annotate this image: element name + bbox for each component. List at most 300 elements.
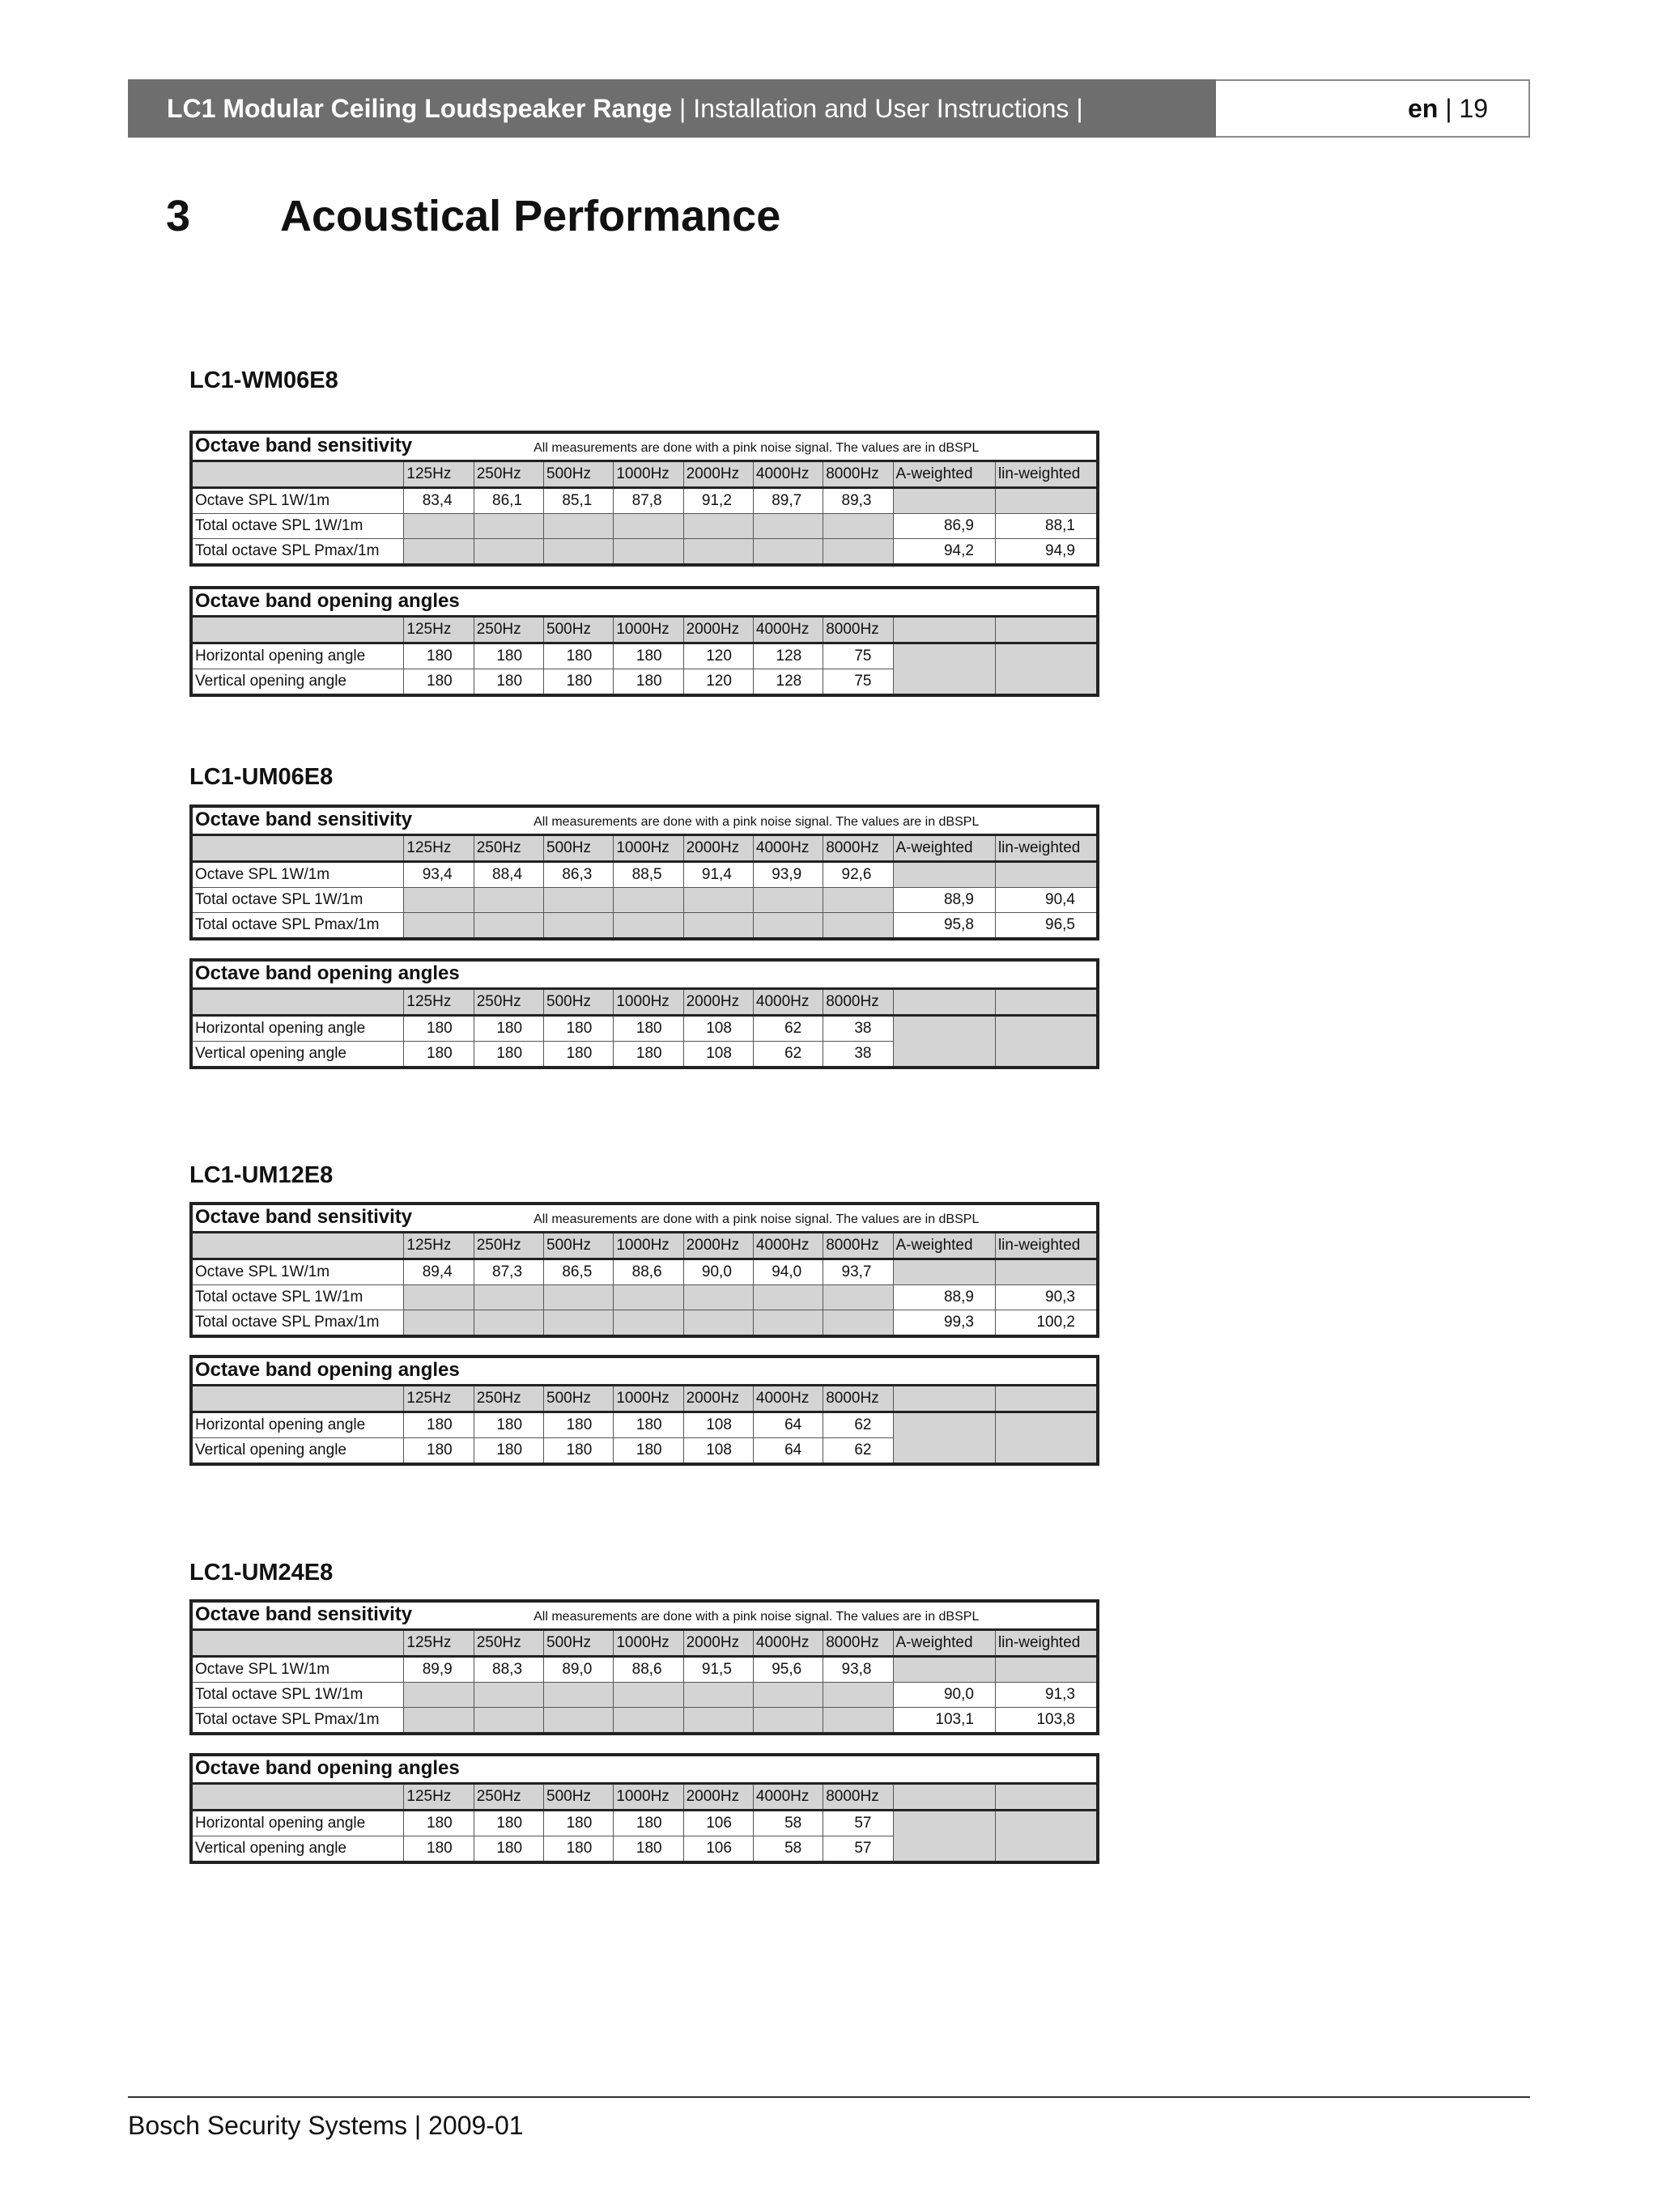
empty-cell (753, 1310, 823, 1337)
sensitivity-table (189, 1599, 1099, 1735)
freq-header-1000hz: 1000Hz (614, 1784, 683, 1811)
empty-cell (474, 539, 543, 566)
row-label: Vertical opening angle (191, 1836, 404, 1863)
empty-cell (683, 1285, 753, 1310)
empty-cell (683, 514, 753, 539)
a-weighted-header: A-weighted (893, 1233, 995, 1259)
empty-cell (753, 1708, 823, 1734)
freq-header-8000hz: 8000Hz (823, 1386, 893, 1412)
octave-spl-cell: 87,3 (474, 1259, 543, 1285)
empty-cell (995, 862, 1098, 888)
vertical-angle-cell: 180 (614, 1836, 683, 1863)
freq-header-500hz: 500Hz (544, 989, 614, 1016)
a-weighted-value: 99,3 (893, 1310, 995, 1337)
sensitivity-table-title: Octave band sensitivity (195, 808, 413, 830)
freq-header-500hz: 500Hz (544, 835, 614, 862)
section-number: 3 (166, 192, 191, 240)
vertical-angle-cell: 180 (474, 1042, 543, 1068)
vertical-angle-cell: 180 (544, 1836, 614, 1863)
vertical-angle-cell: 180 (404, 669, 474, 696)
vertical-angle-cell: 180 (474, 1438, 543, 1465)
freq-header-250hz: 250Hz (474, 461, 543, 488)
opening-angles-table (189, 1753, 1099, 1864)
octave-spl-cell: 89,0 (544, 1657, 614, 1683)
octave-spl-cell: 94,0 (753, 1259, 823, 1285)
freq-header-8000hz: 8000Hz (823, 1233, 893, 1259)
vertical-angle-cell: 180 (614, 669, 683, 696)
empty-cell (404, 888, 474, 913)
empty-cell (474, 1285, 543, 1310)
empty-cell (614, 1683, 683, 1708)
a-weighted-value: 90,0 (893, 1683, 995, 1708)
empty-cell (683, 1683, 753, 1708)
freq-header-8000hz: 8000Hz (823, 617, 893, 643)
vertical-angle-cell: 120 (683, 669, 753, 696)
freq-header-8000hz: 8000Hz (823, 835, 893, 862)
table-title-row (191, 432, 1098, 461)
empty-cell (474, 514, 543, 539)
footer-text: Bosch Security Systems | 2009-01 (128, 2111, 524, 2140)
freq-header-1000hz: 1000Hz (614, 1386, 683, 1412)
freq-header-4000hz: 4000Hz (753, 1630, 823, 1657)
empty-cell (995, 1657, 1098, 1683)
horizontal-angle-cell: 57 (823, 1811, 893, 1836)
empty-cell (544, 1285, 614, 1310)
octave-spl-cell: 90,0 (683, 1259, 753, 1285)
empty-cell (544, 1683, 614, 1708)
empty-cell (404, 514, 474, 539)
octave-spl-cell: 85,1 (544, 488, 614, 514)
vertical-angle-cell: 64 (753, 1438, 823, 1465)
empty-cell (995, 1412, 1098, 1465)
horizontal-angle-cell: 62 (823, 1412, 893, 1438)
page-number-box (1216, 79, 1530, 138)
freq-header-1000hz: 1000Hz (614, 989, 683, 1016)
empty-cell (823, 514, 893, 539)
row-label: Octave SPL 1W/1m (191, 1259, 404, 1285)
empty-cell (474, 888, 543, 913)
empty-cell (823, 1683, 893, 1708)
table-title-row (191, 588, 1098, 617)
table-title-row (191, 1755, 1098, 1784)
horizontal-angle-cell: 180 (614, 1412, 683, 1438)
empty-cell (474, 1708, 543, 1734)
row-label: Total octave SPL 1W/1m (191, 514, 404, 539)
freq-header-8000hz: 8000Hz (823, 1784, 893, 1811)
empty-cell (893, 1386, 995, 1412)
lin-weighted-value: 103,8 (995, 1708, 1098, 1734)
empty-cell (544, 539, 614, 566)
freq-header-500hz: 500Hz (544, 1630, 614, 1657)
empty-cell (683, 1708, 753, 1734)
row-label: Vertical opening angle (191, 1042, 404, 1068)
row-label: Total octave SPL 1W/1m (191, 1683, 404, 1708)
freq-header-2000hz: 2000Hz (683, 835, 753, 862)
empty-cell (404, 539, 474, 566)
octave-spl-cell: 89,9 (404, 1657, 474, 1683)
octave-spl-cell: 89,3 (823, 488, 893, 514)
lin-weighted-header: lin-weighted (995, 461, 1098, 488)
row-label: Octave SPL 1W/1m (191, 1657, 404, 1683)
freq-header-500hz: 500Hz (544, 1386, 614, 1412)
empty-cell (753, 539, 823, 566)
a-weighted-header: A-weighted (893, 835, 995, 862)
row-label: Total octave SPL Pmax/1m (191, 913, 404, 940)
empty-cell (893, 1259, 995, 1285)
empty-cell (893, 488, 995, 514)
row-label: Total octave SPL 1W/1m (191, 1285, 404, 1310)
empty-cell (191, 1630, 404, 1657)
octave-spl-cell: 86,3 (544, 862, 614, 888)
horizontal-angle-cell: 75 (823, 643, 893, 669)
freq-header-8000hz: 8000Hz (823, 1630, 893, 1657)
empty-cell (683, 913, 753, 940)
row-label: Horizontal opening angle (191, 1412, 404, 1438)
freq-header-125hz: 125Hz (404, 461, 474, 488)
horizontal-angle-cell: 180 (544, 1412, 614, 1438)
empty-cell (404, 913, 474, 940)
lin-weighted-value: 94,9 (995, 539, 1098, 566)
octave-spl-cell: 93,4 (404, 862, 474, 888)
horizontal-angle-cell: 180 (544, 1811, 614, 1836)
empty-cell (893, 989, 995, 1016)
freq-header-4000hz: 4000Hz (753, 989, 823, 1016)
freq-header-500hz: 500Hz (544, 461, 614, 488)
a-weighted-header: A-weighted (893, 1630, 995, 1657)
octave-spl-cell: 86,1 (474, 488, 543, 514)
empty-cell (995, 1386, 1098, 1412)
empty-cell (995, 617, 1098, 643)
freq-header-2000hz: 2000Hz (683, 1233, 753, 1259)
horizontal-angle-cell: 180 (544, 1016, 614, 1042)
freq-header-2000hz: 2000Hz (683, 989, 753, 1016)
empty-cell (995, 989, 1098, 1016)
freq-header-125hz: 125Hz (404, 1233, 474, 1259)
vertical-angle-cell: 108 (683, 1042, 753, 1068)
opening-angles-table (189, 1355, 1099, 1466)
empty-cell (753, 1285, 823, 1310)
empty-cell (995, 643, 1098, 696)
table-title-row (191, 806, 1098, 835)
row-label: Horizontal opening angle (191, 1811, 404, 1836)
empty-cell (474, 913, 543, 940)
empty-cell (823, 888, 893, 913)
horizontal-angle-cell: 180 (614, 1811, 683, 1836)
empty-cell (544, 514, 614, 539)
empty-cell (614, 1310, 683, 1337)
empty-cell (191, 1233, 404, 1259)
vertical-angle-cell: 180 (474, 669, 543, 696)
measurement-note: All measurements are done with a pink noise signal. The values are in dBSPL (534, 814, 980, 829)
horizontal-angle-cell: 180 (404, 1412, 474, 1438)
empty-cell (191, 835, 404, 862)
measurement-note: All measurements are done with a pink noise signal. The values are in dBSPL (534, 1212, 980, 1226)
empty-cell (614, 913, 683, 940)
vertical-angle-cell: 62 (753, 1042, 823, 1068)
freq-header-125hz: 125Hz (404, 617, 474, 643)
empty-cell (544, 888, 614, 913)
freq-header-500hz: 500Hz (544, 1233, 614, 1259)
freq-header-1000hz: 1000Hz (614, 835, 683, 862)
model-title: LC1-WM06E8 (189, 367, 338, 393)
empty-cell (544, 913, 614, 940)
a-weighted-value: 88,9 (893, 888, 995, 913)
vertical-angle-cell: 180 (544, 1042, 614, 1068)
freq-header-500hz: 500Hz (544, 1784, 614, 1811)
model-title: LC1-UM06E8 (189, 764, 334, 790)
horizontal-angle-cell: 180 (474, 1412, 543, 1438)
octave-spl-cell: 91,2 (683, 488, 753, 514)
row-label: Horizontal opening angle (191, 1016, 404, 1042)
empty-cell (753, 888, 823, 913)
model-title: LC1-UM24E8 (189, 1560, 334, 1586)
doc-title: LC1 Modular Ceiling Loudspeaker Range (167, 93, 673, 123)
freq-header-2000hz: 2000Hz (683, 617, 753, 643)
measurement-note: All measurements are done with a pink noise signal. The values are in dBSPL (534, 440, 980, 455)
a-weighted-header: A-weighted (893, 461, 995, 488)
vertical-angle-cell: 180 (614, 1042, 683, 1068)
empty-cell (614, 888, 683, 913)
empty-cell (404, 1310, 474, 1337)
doc-subtitle: | Installation and User Instructions | (678, 93, 1083, 123)
vertical-angle-cell: 58 (753, 1836, 823, 1863)
octave-spl-cell: 93,8 (823, 1657, 893, 1683)
vertical-angle-cell: 180 (544, 669, 614, 696)
page-number: | 19 (1445, 93, 1488, 123)
empty-cell (404, 1285, 474, 1310)
freq-header-2000hz: 2000Hz (683, 1630, 753, 1657)
freq-header-250hz: 250Hz (474, 1784, 543, 1811)
freq-header-125hz: 125Hz (404, 1784, 474, 1811)
octave-spl-cell: 89,4 (404, 1259, 474, 1285)
row-label: Total octave SPL Pmax/1m (191, 1310, 404, 1337)
horizontal-angle-cell: 180 (404, 1811, 474, 1836)
empty-cell (753, 514, 823, 539)
vertical-angle-cell: 57 (823, 1836, 893, 1863)
row-label: Total octave SPL Pmax/1m (191, 1708, 404, 1734)
horizontal-angle-cell: 180 (614, 1016, 683, 1042)
empty-cell (753, 913, 823, 940)
horizontal-angle-cell: 180 (404, 643, 474, 669)
empty-cell (893, 1811, 995, 1863)
vertical-angle-cell: 108 (683, 1438, 753, 1465)
empty-cell (614, 1708, 683, 1734)
empty-cell (823, 1708, 893, 1734)
freq-header-1000hz: 1000Hz (614, 1630, 683, 1657)
octave-spl-cell: 89,7 (753, 488, 823, 514)
horizontal-angle-cell: 62 (753, 1016, 823, 1042)
freq-header-125hz: 125Hz (404, 989, 474, 1016)
empty-cell (995, 1811, 1098, 1863)
table-title-row (191, 1204, 1098, 1233)
horizontal-angle-cell: 38 (823, 1016, 893, 1042)
empty-cell (893, 1784, 995, 1811)
freq-header-4000hz: 4000Hz (753, 1386, 823, 1412)
lin-weighted-value: 96,5 (995, 913, 1098, 940)
sensitivity-table-title: Octave band sensitivity (195, 434, 413, 456)
empty-cell (544, 1310, 614, 1337)
empty-cell (995, 1259, 1098, 1285)
octave-spl-cell: 93,7 (823, 1259, 893, 1285)
empty-cell (995, 488, 1098, 514)
freq-header-4000hz: 4000Hz (753, 1784, 823, 1811)
vertical-angle-cell: 180 (614, 1438, 683, 1465)
vertical-angle-cell: 180 (404, 1438, 474, 1465)
lin-weighted-value: 90,3 (995, 1285, 1098, 1310)
lin-weighted-value: 88,1 (995, 514, 1098, 539)
row-label: Vertical opening angle (191, 1438, 404, 1465)
empty-cell (614, 1285, 683, 1310)
freq-header-1000hz: 1000Hz (614, 461, 683, 488)
vertical-angle-cell: 180 (404, 1042, 474, 1068)
octave-spl-cell: 93,9 (753, 862, 823, 888)
octave-spl-cell: 87,8 (614, 488, 683, 514)
empty-cell (544, 1708, 614, 1734)
sensitivity-table-title: Octave band sensitivity (195, 1205, 413, 1228)
horizontal-angle-cell: 180 (474, 643, 543, 669)
language-code: en (1407, 93, 1439, 123)
empty-cell (893, 643, 995, 696)
empty-cell (191, 1386, 404, 1412)
empty-cell (191, 989, 404, 1016)
freq-header-250hz: 250Hz (474, 1233, 543, 1259)
lin-weighted-value: 100,2 (995, 1310, 1098, 1337)
freq-header-250hz: 250Hz (474, 989, 543, 1016)
octave-spl-cell: 91,4 (683, 862, 753, 888)
empty-cell (683, 888, 753, 913)
horizontal-angle-cell: 128 (753, 643, 823, 669)
horizontal-angle-cell: 58 (753, 1811, 823, 1836)
freq-header-1000hz: 1000Hz (614, 1233, 683, 1259)
lin-weighted-value: 90,4 (995, 888, 1098, 913)
horizontal-angle-cell: 120 (683, 643, 753, 669)
vertical-angle-cell: 106 (683, 1836, 753, 1863)
freq-header-1000hz: 1000Hz (614, 617, 683, 643)
table-title-row (191, 1356, 1098, 1386)
vertical-angle-cell: 38 (823, 1042, 893, 1068)
empty-cell (893, 1016, 995, 1068)
freq-header-125hz: 125Hz (404, 1386, 474, 1412)
lin-weighted-header: lin-weighted (995, 1630, 1098, 1657)
empty-cell (191, 461, 404, 488)
freq-header-2000hz: 2000Hz (683, 1784, 753, 1811)
empty-cell (893, 1657, 995, 1683)
empty-cell (191, 1784, 404, 1811)
empty-cell (683, 539, 753, 566)
a-weighted-value: 103,1 (893, 1708, 995, 1734)
table-title-row (191, 960, 1098, 989)
empty-cell (995, 1016, 1098, 1068)
empty-cell (404, 1708, 474, 1734)
a-weighted-value: 88,9 (893, 1285, 995, 1310)
octave-spl-cell: 92,6 (823, 862, 893, 888)
row-label: Total octave SPL Pmax/1m (191, 539, 404, 566)
horizontal-angle-cell: 180 (474, 1811, 543, 1836)
vertical-angle-cell: 128 (753, 669, 823, 696)
empty-cell (474, 1310, 543, 1337)
a-weighted-value: 95,8 (893, 913, 995, 940)
freq-header-8000hz: 8000Hz (823, 461, 893, 488)
header-bar (128, 79, 1216, 138)
freq-header-250hz: 250Hz (474, 1386, 543, 1412)
row-label: Octave SPL 1W/1m (191, 488, 404, 514)
vertical-angle-cell: 75 (823, 669, 893, 696)
model-title: LC1-UM12E8 (189, 1162, 334, 1188)
empty-cell (893, 862, 995, 888)
opening-angles-table (189, 958, 1099, 1069)
vertical-angle-cell: 180 (474, 1836, 543, 1863)
freq-header-125hz: 125Hz (404, 835, 474, 862)
opening-angles-table (189, 586, 1099, 697)
octave-spl-cell: 86,5 (544, 1259, 614, 1285)
octave-spl-cell: 88,5 (614, 862, 683, 888)
empty-cell (893, 617, 995, 643)
empty-cell (614, 539, 683, 566)
empty-cell (823, 539, 893, 566)
empty-cell (823, 1310, 893, 1337)
empty-cell (474, 1683, 543, 1708)
row-label: Octave SPL 1W/1m (191, 862, 404, 888)
empty-cell (995, 1784, 1098, 1811)
angles-table-title: Octave band opening angles (195, 1757, 460, 1779)
lin-weighted-header: lin-weighted (995, 835, 1098, 862)
freq-header-500hz: 500Hz (544, 617, 614, 643)
freq-header-4000hz: 4000Hz (753, 617, 823, 643)
octave-spl-cell: 88,4 (474, 862, 543, 888)
horizontal-angle-cell: 108 (683, 1412, 753, 1438)
row-label: Vertical opening angle (191, 669, 404, 696)
horizontal-angle-cell: 180 (544, 643, 614, 669)
octave-spl-cell: 91,5 (683, 1657, 753, 1683)
empty-cell (191, 617, 404, 643)
vertical-angle-cell: 180 (544, 1438, 614, 1465)
angles-table-title: Octave band opening angles (195, 1359, 460, 1381)
angles-table-title: Octave band opening angles (195, 590, 460, 612)
horizontal-angle-cell: 106 (683, 1811, 753, 1836)
empty-cell (404, 1683, 474, 1708)
sensitivity-table (189, 1202, 1099, 1338)
octave-spl-cell: 88,3 (474, 1657, 543, 1683)
freq-header-4000hz: 4000Hz (753, 835, 823, 862)
freq-header-250hz: 250Hz (474, 835, 543, 862)
empty-cell (683, 1310, 753, 1337)
row-label: Horizontal opening angle (191, 643, 404, 669)
a-weighted-value: 86,9 (893, 514, 995, 539)
octave-spl-cell: 95,6 (753, 1657, 823, 1683)
sensitivity-table (189, 805, 1099, 940)
section-title: Acoustical Performance (280, 192, 781, 240)
horizontal-angle-cell: 180 (474, 1016, 543, 1042)
vertical-angle-cell: 62 (823, 1438, 893, 1465)
empty-cell (893, 1412, 995, 1465)
empty-cell (753, 1683, 823, 1708)
freq-header-2000hz: 2000Hz (683, 1386, 753, 1412)
sensitivity-table (189, 431, 1099, 567)
freq-header-8000hz: 8000Hz (823, 989, 893, 1016)
freq-header-4000hz: 4000Hz (753, 1233, 823, 1259)
empty-cell (823, 913, 893, 940)
horizontal-angle-cell: 64 (753, 1412, 823, 1438)
measurement-note: All measurements are done with a pink noise signal. The values are in dBSPL (534, 1609, 980, 1624)
footer-divider (128, 2096, 1530, 2098)
freq-header-4000hz: 4000Hz (753, 461, 823, 488)
empty-cell (614, 514, 683, 539)
freq-header-250hz: 250Hz (474, 617, 543, 643)
row-label: Total octave SPL 1W/1m (191, 888, 404, 913)
vertical-angle-cell: 180 (404, 1836, 474, 1863)
horizontal-angle-cell: 108 (683, 1016, 753, 1042)
lin-weighted-value: 91,3 (995, 1683, 1098, 1708)
